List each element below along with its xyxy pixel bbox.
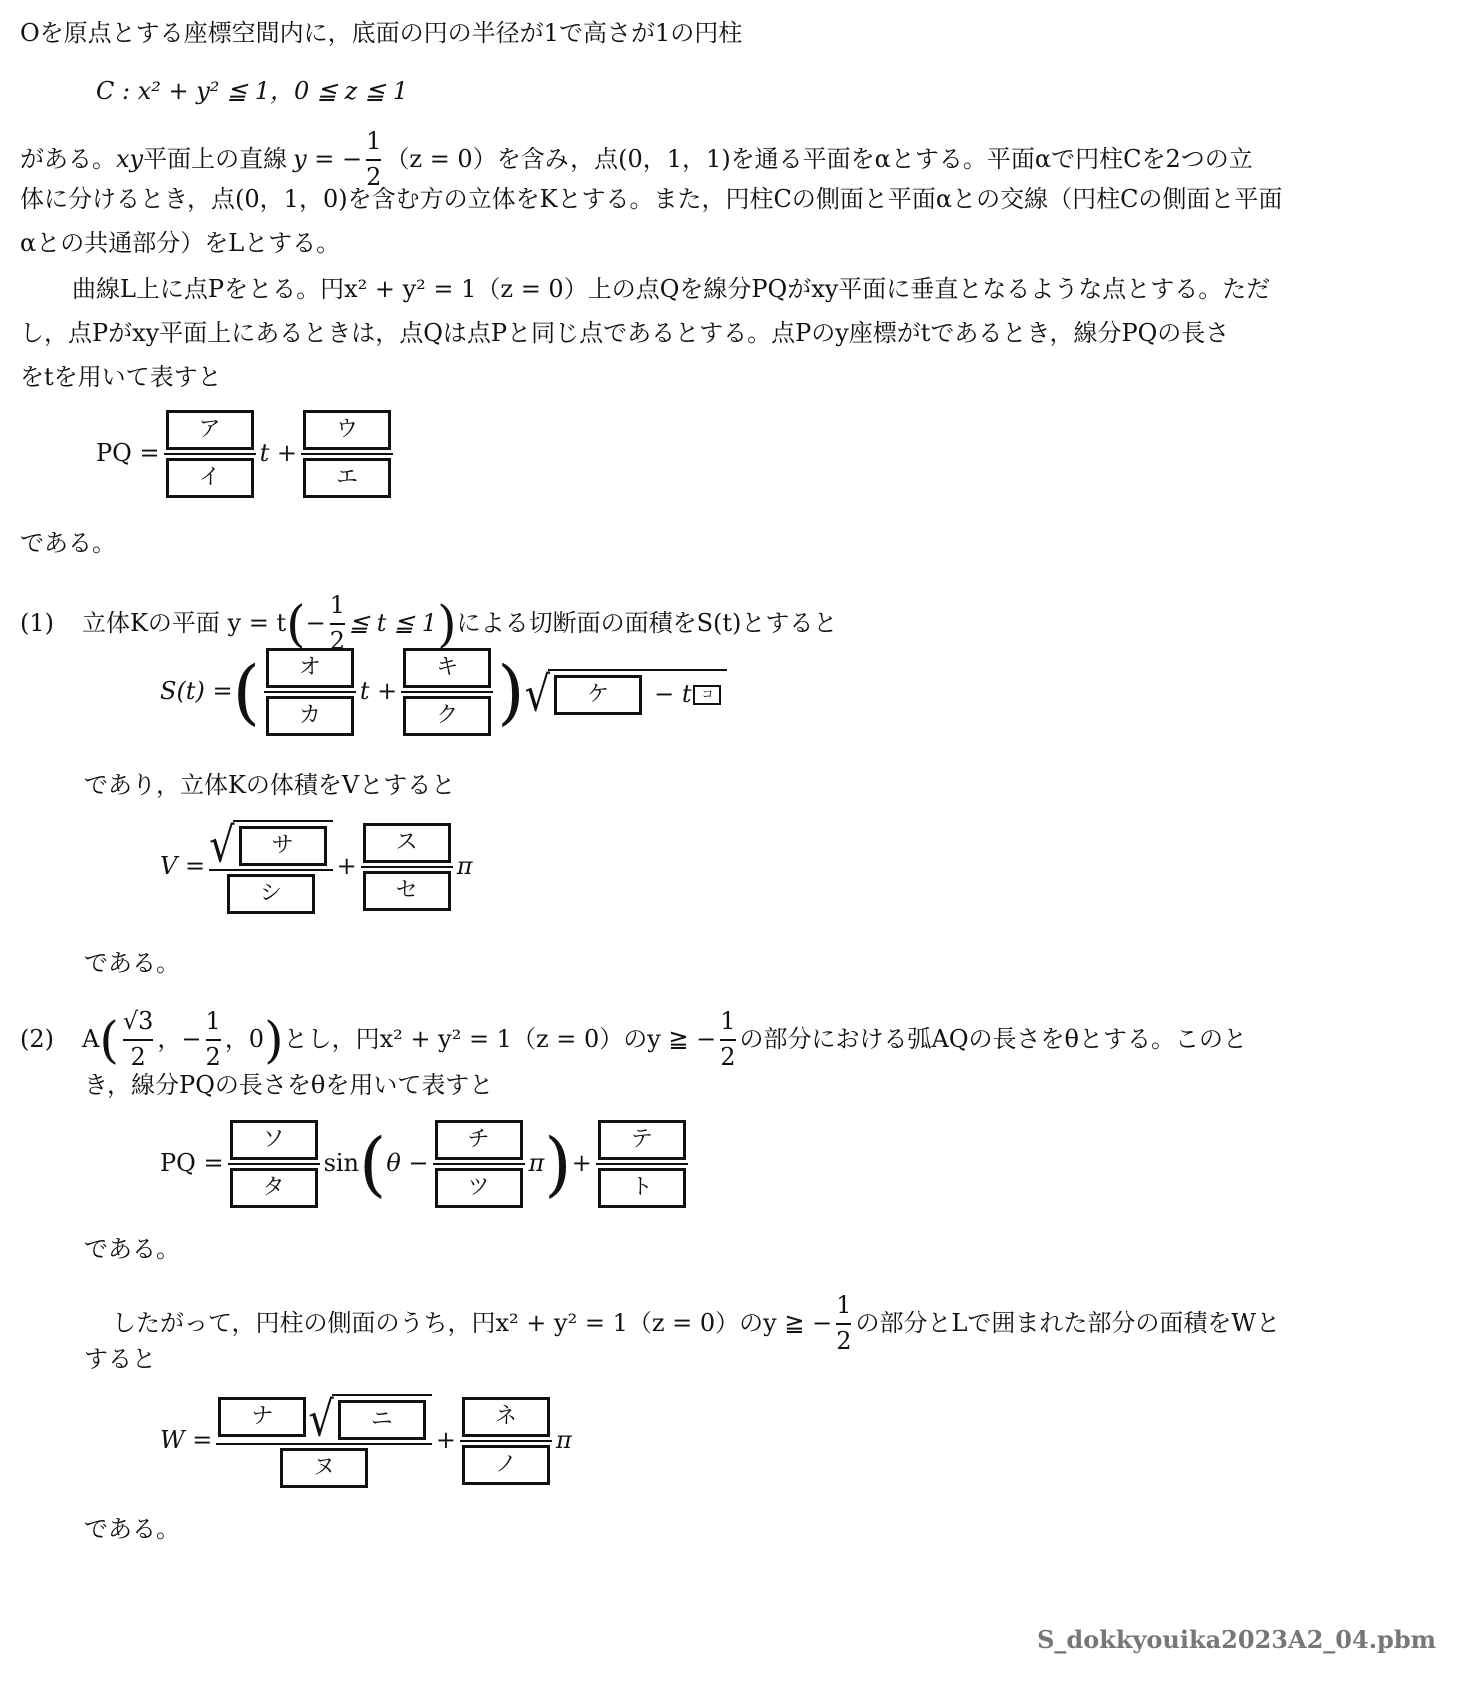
equation-W: W = ナ √ ニ ヌ + $\frac{\text{ネ}}{\text{ノ}}$ π <box>160 1394 572 1488</box>
y-equals: y = − <box>293 144 363 173</box>
fraction-na-ni-nu: ナ √ ニ ヌ <box>216 1394 432 1488</box>
intro-line-4: 体に分けるとき，点(0，1，0)を含む方の立体をKとする。また，円柱Cの側面と平面αとの交線（円柱Cの側面と平面 <box>20 185 1283 213</box>
q2-label: (2) <box>20 1024 54 1053</box>
fraction-a-i <box>164 410 256 498</box>
q1-line-1b: による切断面の面積をS(t)とすると <box>456 608 838 637</box>
answer-box-ta[interactable]: タ <box>230 1168 318 1208</box>
fraction-ki-ku <box>401 648 493 736</box>
answer-box-ke[interactable]: ケ <box>554 675 642 715</box>
answer-box-ki[interactable]: キ <box>403 648 491 688</box>
fraction-sqrt-sa-shi: √ サ シ <box>209 820 333 914</box>
fraction-one-half-q2b: $\frac{1}{2}$ <box>836 1291 852 1355</box>
answer-box-no[interactable]: ノ <box>462 1445 550 1485</box>
fraction-one-half-q1: $\frac{1}{2}$ <box>329 591 346 655</box>
fraction-one-half-q2: $\frac{1}{2}$ <box>720 1007 736 1071</box>
q1-line-1: (1) 立体Kの平面 y = t ( − $\frac{1}{2}$ ≦ t ≦ 1 ) による切断面の面積をS(t)とすると <box>20 591 838 655</box>
answer-box-so[interactable]: ソ <box>230 1120 318 1160</box>
intro-line-6: 曲線L上に点Pをとる。円x² + y² = 1（z = 0）上の点Qを線分PQがxy平面に垂直となるような点とする。ただ <box>72 275 1271 303</box>
answer-box-nu[interactable]: ヌ <box>280 1448 368 1488</box>
answer-box-te[interactable]: テ <box>598 1120 686 1160</box>
fraction-o-ka <box>264 648 356 736</box>
q1-line-3: である。 <box>84 949 180 977</box>
equation-V: V = √ サ シ + $\frac{\text{ス}}{\text{セ}}$ π <box>160 820 472 914</box>
intro-line-8: をtを用いて表すと <box>20 363 222 391</box>
answer-box-chi[interactable]: チ <box>435 1120 523 1160</box>
intro-line-3a: がある。 <box>20 144 116 173</box>
answer-box-se[interactable]: セ <box>363 871 451 911</box>
answer-box-to[interactable]: ト <box>598 1168 686 1208</box>
answer-box-i[interactable]: イ <box>166 458 254 498</box>
q2-line-2: き，線分PQの長さをθを用いて表すと <box>84 1071 494 1099</box>
answer-box-ni[interactable]: ニ <box>338 1400 426 1440</box>
fraction-chi-tsu <box>433 1120 525 1208</box>
fraction-so-ta <box>228 1120 320 1208</box>
q2-line-1c: の部分における弧AQの長さをθとする。このと <box>739 1024 1248 1053</box>
pq-label: PQ = <box>96 439 160 468</box>
fraction-ne-no <box>460 1397 552 1485</box>
answer-box-na[interactable]: ナ <box>218 1397 306 1437</box>
equation-cylinder-C: C : x² + y² ≦ 1，0 ≦ z ≦ 1 <box>96 77 408 105</box>
answer-box-ku[interactable]: ク <box>403 696 491 736</box>
q2-line-4 <box>112 1292 1280 1355</box>
sqrt-ke-t: √ ケ − t コ <box>525 669 728 715</box>
fraction-su-se <box>361 823 453 911</box>
q2-line-4b: の部分とLで囲まれた部分の面積をWと <box>855 1308 1281 1337</box>
answer-box-shi[interactable]: シ <box>227 874 315 914</box>
intro-line-5: αとの共通部分）をLとする。 <box>20 229 341 257</box>
fraction-one-half: $\frac{1}{2}$ <box>366 127 382 191</box>
intro-line-7: し，点Pがxy平面上にあるときは，点Qは点Pと同じ点であるとする。点Pのy座標がtであるとき，線分PQの長さ <box>20 319 1230 347</box>
filename-footer: S_dokkyouika2023A2_04.pbm <box>1037 1625 1436 1654</box>
answer-box-su[interactable]: ス <box>363 823 451 863</box>
q2-line-4a: したがって，円柱の側面のうち，円x² + y² = 1（z = 0）のy ≧ − <box>112 1308 833 1337</box>
answer-box-u[interactable]: ウ <box>303 410 391 450</box>
xy-label: xy <box>116 144 144 173</box>
answer-box-ka[interactable]: カ <box>266 696 354 736</box>
q1-line-2: であり，立体Kの体積をVとすると <box>84 771 456 799</box>
answer-box-o[interactable]: オ <box>266 648 354 688</box>
fraction-te-to <box>596 1120 688 1208</box>
q2-line-5: すると <box>84 1345 156 1373</box>
intro-line-1: Oを原点とする座標空間内に，底面の円の半径が1で高さが1の円柱 <box>20 19 743 47</box>
q2-line-1a: A <box>82 1024 100 1053</box>
q2-line-6: である。 <box>84 1515 180 1543</box>
intro-line-3 <box>20 128 1253 191</box>
answer-box-ko[interactable]: コ <box>693 685 721 705</box>
q2-line-1b: とし，円x² + y² = 1（z = 0）のy ≧ − <box>283 1024 717 1053</box>
fraction-u-e <box>301 410 393 498</box>
answer-box-e[interactable]: エ <box>303 458 391 498</box>
q1-label: (1) <box>20 608 54 637</box>
q2-line-1: (2) A ( $\frac{√3}{2}$ ，− $\frac{1}{2}$ ，0 ) とし，円x² + y² = 1（z = 0）のy ≧ − $\frac{1}{2}$ の部分における弧AQの長さをθとする。このと <box>20 1007 1248 1071</box>
equation-PQ-theta: PQ = $\frac{\text{ソ}}{\text{タ}}$ sin ( θ − $\frac{\text{チ}}{\text{ツ}}$ π ) + $\frac{\text{テ}}{\text{ト}}$ <box>160 1120 692 1208</box>
answer-box-ne[interactable]: ネ <box>462 1397 550 1437</box>
intro-line-9: である。 <box>20 529 116 557</box>
answer-box-tsu[interactable]: ツ <box>435 1168 523 1208</box>
q1-line-1a: 立体Kの平面 y = t <box>82 608 287 637</box>
intro-line-3b: 平面上の直線 <box>143 144 288 173</box>
answer-box-sa[interactable]: サ <box>239 826 327 866</box>
intro-line-3c: （z = 0）を含み，点(0，1，1)を通る平面をαとする。平面αで円柱Cを2つの立 <box>385 144 1253 173</box>
answer-box-a[interactable]: ア <box>166 410 254 450</box>
fraction-one-half-A: $\frac{1}{2}$ <box>205 1007 221 1071</box>
fraction-sqrt3-2: $\frac{√3}{2}$ <box>122 1007 154 1071</box>
equation-S-t: S(t) = ( $\frac{\text{オ}}{\text{カ}}$ t + $\frac{\text{キ}}{\text{ク}}$ ) √ ケ − t コ <box>160 648 727 736</box>
t-var: t + <box>259 439 297 468</box>
q2-line-3: である。 <box>84 1235 180 1263</box>
equation-PQ-t <box>96 410 397 498</box>
